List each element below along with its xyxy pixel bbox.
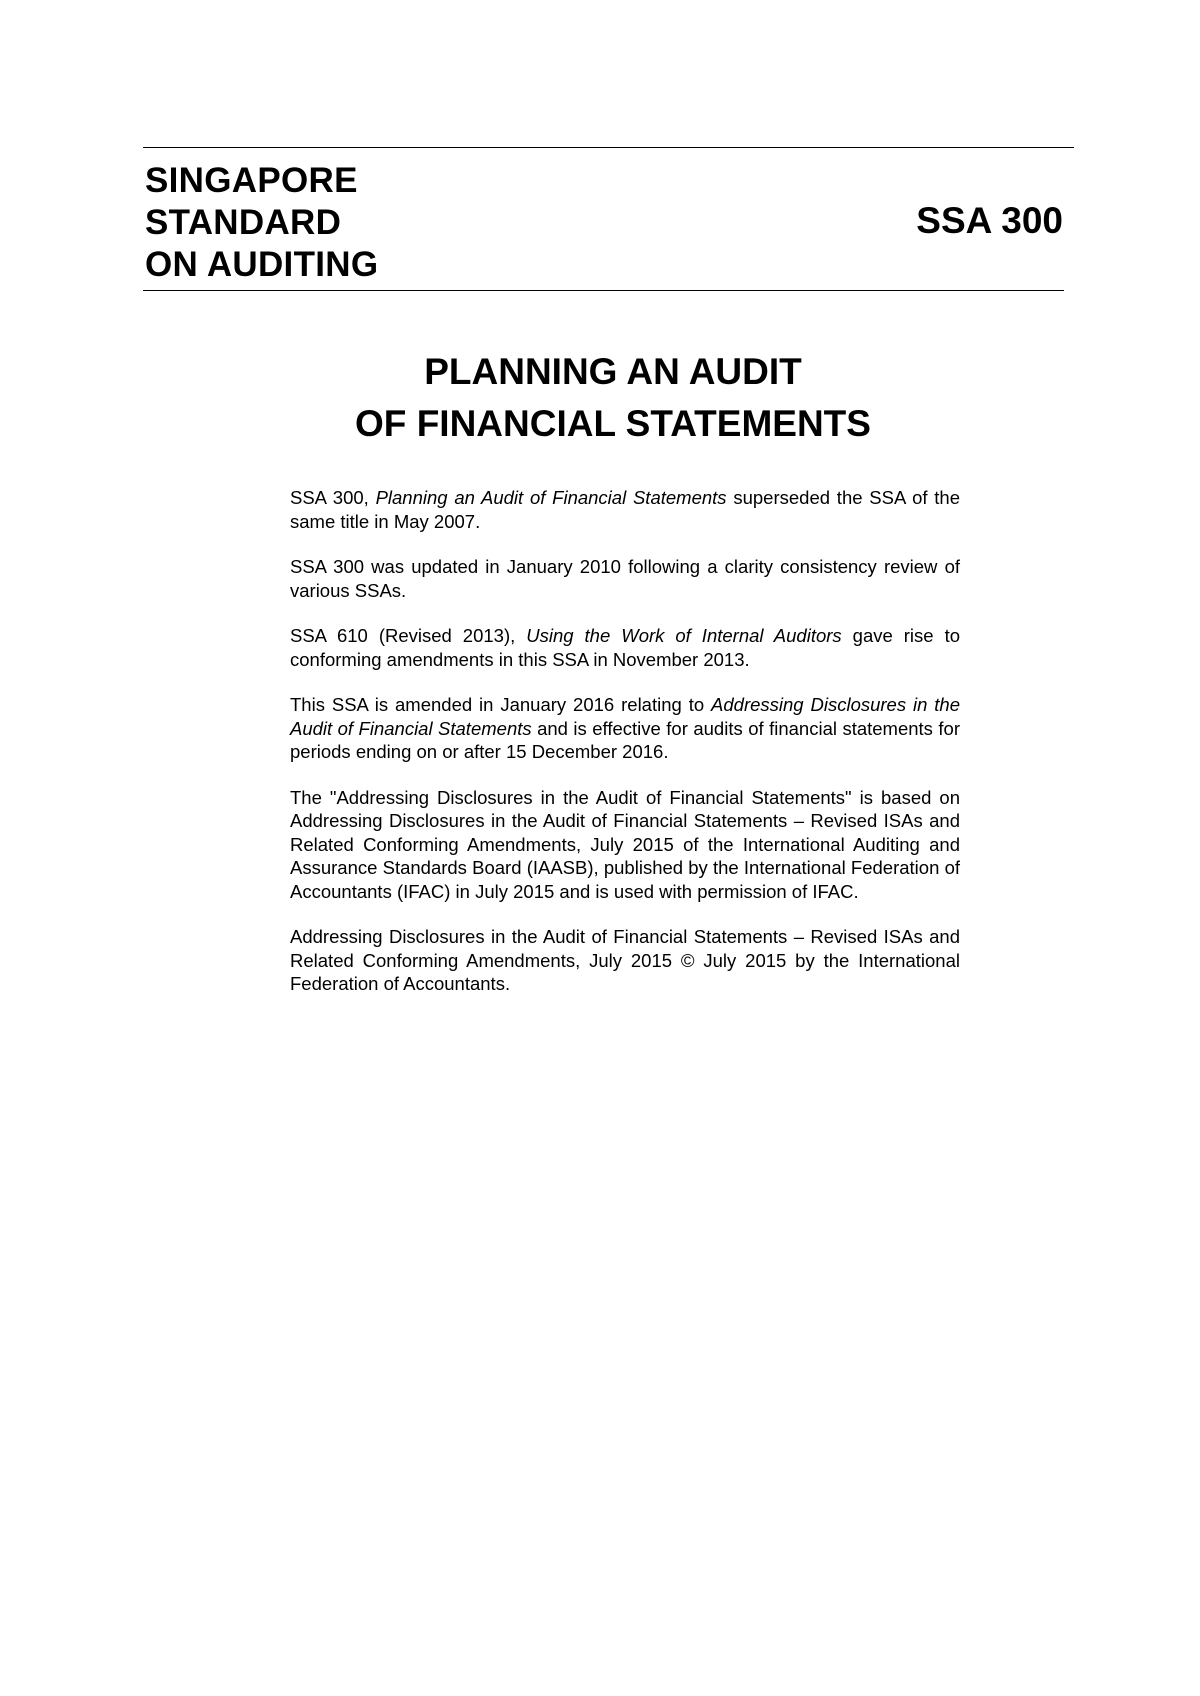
standard-name [145,160,378,286]
paragraph-basis [290,786,960,904]
paragraph-text: The "Addressing Disclosures in the Audit of Financial Statements" is based on Addressing Disclosures in the Audit of Financial Statements – Revised ISAs and Related Conforming Amendments, July 2015 of the International Auditing and Assurance Standards Board (IAASB), published by the International Federation of Accountants (IFAC) in July 2015 and is used with permission of IFAC. [290,786,960,902]
standard-title-reference: Addressing Disclosures in the Audit of Financial Statements [290,694,961,739]
paragraph-update [290,555,960,602]
paragraph-copyright [290,925,960,996]
document-body [290,486,960,1018]
paragraph-text: SSA 300, [290,487,376,508]
paragraph-text: superseded the SSA of the same title in May 2007. [290,487,960,532]
paragraph-supersession [290,486,960,533]
paragraph-text: gave rise to conforming amendments in this SSA in November 2013. [290,625,960,670]
paragraph-text: and is effective for audits of financial statements for periods ending on or after 15 December 2016. [290,717,960,762]
standard-name-line-1: SINGAPORE [145,161,358,200]
paragraph-text: SSA 610 (Revised 2013), [290,625,527,646]
header-bottom-rule [143,290,1064,291]
paragraph-text: Addressing Disclosures in the Audit of Financial Statements – Revised ISAs and Related Conforming Amendments, July 2015 © July 2015 by the International Federation of Accountants. [290,926,960,994]
paragraph-text: This SSA is amended in January 2016 relating to [290,694,712,715]
document-title-line-1: PLANNING AN AUDIT [424,351,802,392]
standard-title-reference: Using the Work of Internal Auditors [526,625,842,646]
header-top-rule [143,147,1074,148]
paragraph-text: SSA 300 was updated in January 2010 following a clarity consistency review of various SSAs. [290,556,960,601]
document-title-line-2: OF FINANCIAL STATEMENTS [355,403,871,444]
standard-number: SSA 300 [916,200,1063,241]
document-title [0,346,1200,450]
paragraph-amendment-2016 [290,693,960,764]
paragraph-conforming-amendments [290,624,960,671]
standard-title-reference: Planning an Audit of Financial Statements [375,487,727,508]
standard-name-line-2: STANDARD [145,203,342,242]
standard-name-line-3: ON AUDITING [145,245,379,284]
